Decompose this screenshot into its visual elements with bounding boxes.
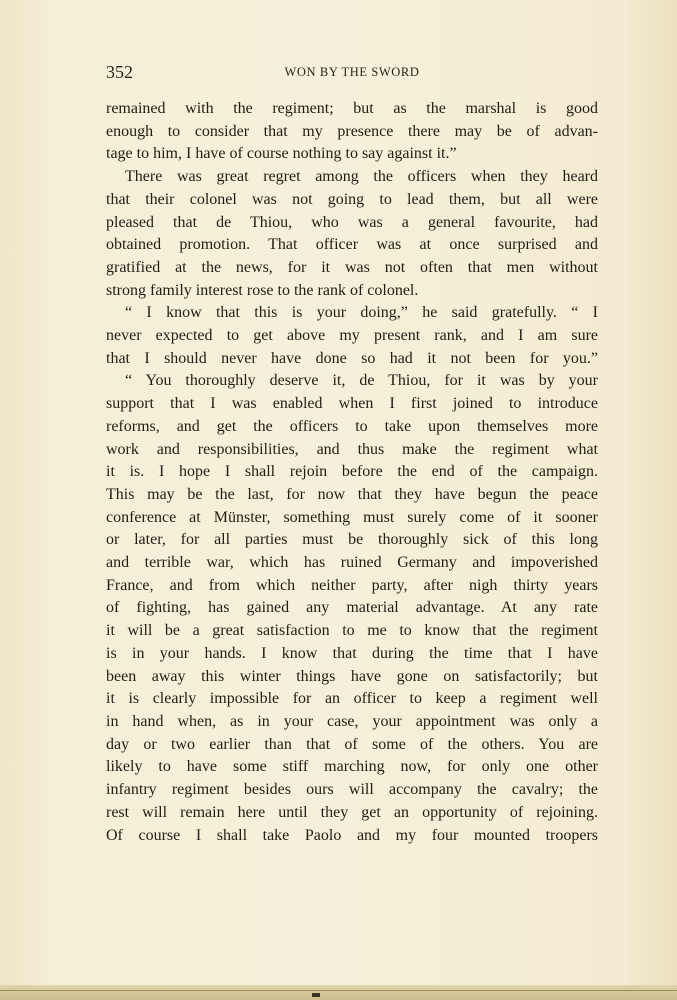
text-line: it will be a great satisfaction to me to know that the regiment: [106, 622, 598, 640]
text-line: strong family interest rose to the rank of colonel.: [106, 281, 419, 299]
bottom-mark: [312, 993, 320, 997]
running-head: WON BY THE SWORD: [284, 65, 420, 79]
text-line: is in your hands. I know that during the time that I have: [106, 644, 598, 662]
body-text: [106, 98, 598, 847]
text-line: it is. I hope I shall rejoin before the end of the campaign.: [106, 463, 598, 481]
text-line: “ I know that this is your doing,” he said gratefully. “ I: [125, 304, 598, 322]
text-line: gratified at the news, for it was not often that men without: [106, 258, 598, 276]
text-line: infantry regiment besides ours will accompany the cavalry; the: [106, 781, 598, 799]
text-line: and terrible war, which has ruined Germany and impoverished: [106, 554, 598, 572]
text-line: Of course I shall take Paolo and my four mounted troopers: [106, 826, 598, 844]
text-line: of fighting, has gained any material advantage. At any rate: [106, 599, 598, 617]
page-bottom-edge: [0, 985, 677, 1000]
text-line: tage to him, I have of course nothing to say against it.”: [106, 145, 457, 163]
bottom-rule: [0, 990, 677, 991]
text-line: enough to consider that my presence there may be of advan-: [106, 122, 598, 140]
text-line: France, and from which neither party, after nigh thirty years: [106, 576, 598, 594]
text-line: rest will remain here until they get an opportunity of rejoining.: [106, 803, 598, 821]
text-line: that their colonel was not going to lead them, but all were: [106, 190, 598, 208]
text-line: support that I was enabled when I first joined to introduce: [106, 395, 598, 413]
text-line: been away this winter things have gone on satisfactorily; but: [106, 667, 598, 685]
text-line: This may be the last, for now that they have begun the peace: [106, 485, 598, 503]
text-line: that I should never have done so had it not been for you.”: [106, 349, 598, 367]
page-number: 352: [106, 62, 133, 82]
text-line: remained with the regiment; but as the marshal is good: [106, 100, 598, 117]
text-line: likely to have some stiff marching now, for only one other: [106, 758, 598, 776]
text-line: work and responsibilities, and thus make the regiment what: [106, 440, 598, 458]
text-line: or later, for all parties must be thoroughly sick of this long: [106, 531, 598, 549]
page-header: [106, 62, 598, 84]
text-line: There was great regret among the officers when they heard: [125, 168, 598, 186]
text-line: it is clearly impossible for an officer to keep a regiment well: [106, 690, 598, 708]
text-line: never expected to get above my present rank, and I am sure: [106, 327, 598, 345]
text-line: obtained promotion. That officer was at once surprised and: [106, 236, 598, 254]
text-line: in hand when, as in your case, your appointment was only a: [106, 712, 598, 730]
text-line: pleased that de Thiou, who was a general favourite, had: [106, 213, 598, 231]
text-line: reforms, and get the officers to take upon themselves more: [106, 417, 598, 435]
text-line: conference at Münster, something must surely come of it sooner: [106, 508, 598, 526]
text-line: day or two earlier than that of some of the others. You are: [106, 735, 598, 753]
text-line: “ You thoroughly deserve it, de Thiou, for it was by your: [125, 372, 598, 390]
